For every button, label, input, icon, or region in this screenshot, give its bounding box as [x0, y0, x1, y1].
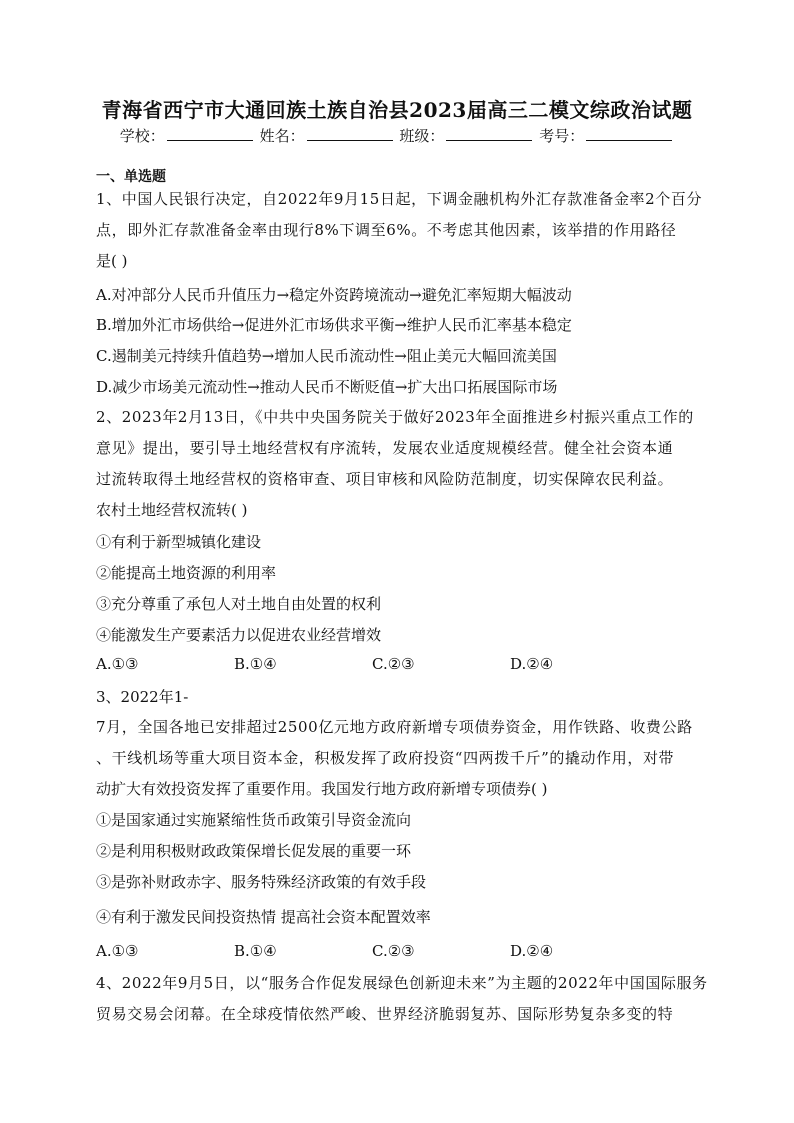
q1-stem-line: 点，即外汇存款准备金率由现行8%下调至6%。不考虑其他因素，该举措的作用路径 [96, 221, 677, 239]
q3-item: ②是利用积极财政政策保增长促发展的重要一环 [96, 842, 412, 860]
q1-option-c: C.遏制美元持续升值趋势→增加人民币流动性→阻止美元大幅回流美国 [96, 347, 557, 365]
q2-choice-d: D.②④ [510, 655, 554, 673]
q1-option-b: B.增加外汇市场供给→促进外汇市场供求平衡→维护人民币汇率基本稳定 [96, 316, 572, 334]
q2-stem-line: 过流转取得土地经营权的资格审查、项目审核和风险防范制度，切实保障农民利益。 [96, 470, 674, 488]
q3-item: ①是国家通过实施紧缩性货币政策引导资金流向 [96, 811, 412, 829]
class-blank[interactable] [446, 126, 532, 141]
q3-choice-a: A.①③ [96, 942, 139, 960]
exam-number-blank[interactable] [586, 126, 672, 141]
q3-stem-line: 动扩大有效投资发挥了重要作用。我国发行地方政府新增专项债券( ) [96, 780, 548, 798]
q2-item: ③充分尊重了承包人对土地自由处置的权利 [96, 595, 382, 613]
q2-stem-line: 意见》提出，要引导土地经营权有序流转，发展农业适度规模经营。健全社会资本通 [96, 439, 674, 457]
q2-item: ④能激发生产要素活力以促进农业经营增效 [96, 626, 382, 644]
q2-item: ①有利于新型城镇化建设 [96, 533, 262, 551]
name-blank[interactable] [307, 126, 393, 141]
q2-item: ②能提高土地资源的利用率 [96, 564, 277, 582]
q3-item: ④有利于激发民间投资热情 提高社会资本配置效率 [96, 908, 431, 926]
q4-stem-line: 4、2022年9月5日，以“服务合作促发展绿色创新迎未来”为主题的2022年中国国际服务 [96, 974, 708, 992]
class-label: 班级： [399, 127, 445, 145]
q1-stem-line: 1、中国人民银行决定，自2022年9月15日起，下调金融机构外汇存款准备金率2个百分 [96, 190, 703, 208]
q3-item: ③是弥补财政赤字、服务特殊经济政策的有效手段 [96, 873, 427, 891]
name-label: 姓名： [259, 127, 305, 145]
q2-choice-c: C.②③ [372, 655, 415, 673]
q3-choice-c: C.②③ [372, 942, 415, 960]
q1-stem-line: 是( ) [96, 252, 128, 270]
q2-choice-a: A.①③ [96, 655, 139, 673]
q4-stem-line: 贸易交易会闭幕。在全球疫情依然严峻、世界经济脆弱复苏、国际形势复杂多变的特 [96, 1005, 674, 1023]
q3-choice-b: B.①④ [234, 942, 277, 960]
q2-choice-b: B.①④ [234, 655, 277, 673]
q2-stem-line: 农村土地经营权流转( ) [96, 501, 248, 519]
student-info-line [0, 125, 794, 146]
school-label: 学校： [119, 127, 165, 145]
q1-option-a: A.对冲部分人民币升值压力→稳定外资跨境流动→避免汇率短期大幅波动 [96, 286, 572, 304]
q3-choice-d: D.②④ [510, 942, 554, 960]
q1-option-d: D.减少市场美元流动性→推动人民币不断贬值→扩大出口拓展国际市场 [96, 378, 558, 396]
q3-stem-line: 3、2022年1- [96, 688, 189, 706]
q3-stem-line: 、干线机场等重大项目资本金，积极发挥了政府投资“四两拨千斤”的撬动作用，对带 [96, 749, 675, 767]
q3-stem-line: 7月，全国各地已安排超过2500亿元地方政府新增专项债券资金，用作铁路、收费公路 [96, 718, 693, 736]
section-heading: 一、单选题 [96, 169, 166, 185]
school-blank[interactable] [167, 126, 253, 141]
exam-number-label: 考号： [539, 127, 585, 145]
exam-title: 青海省西宁市大通回族土族自治县2023届高三二模文综政治试题 [101, 98, 693, 122]
q2-stem-line: 2、2023年2月13日，《中共中央国务院关于做好2023年全面推进乡村振兴重点工作的 [96, 408, 694, 426]
